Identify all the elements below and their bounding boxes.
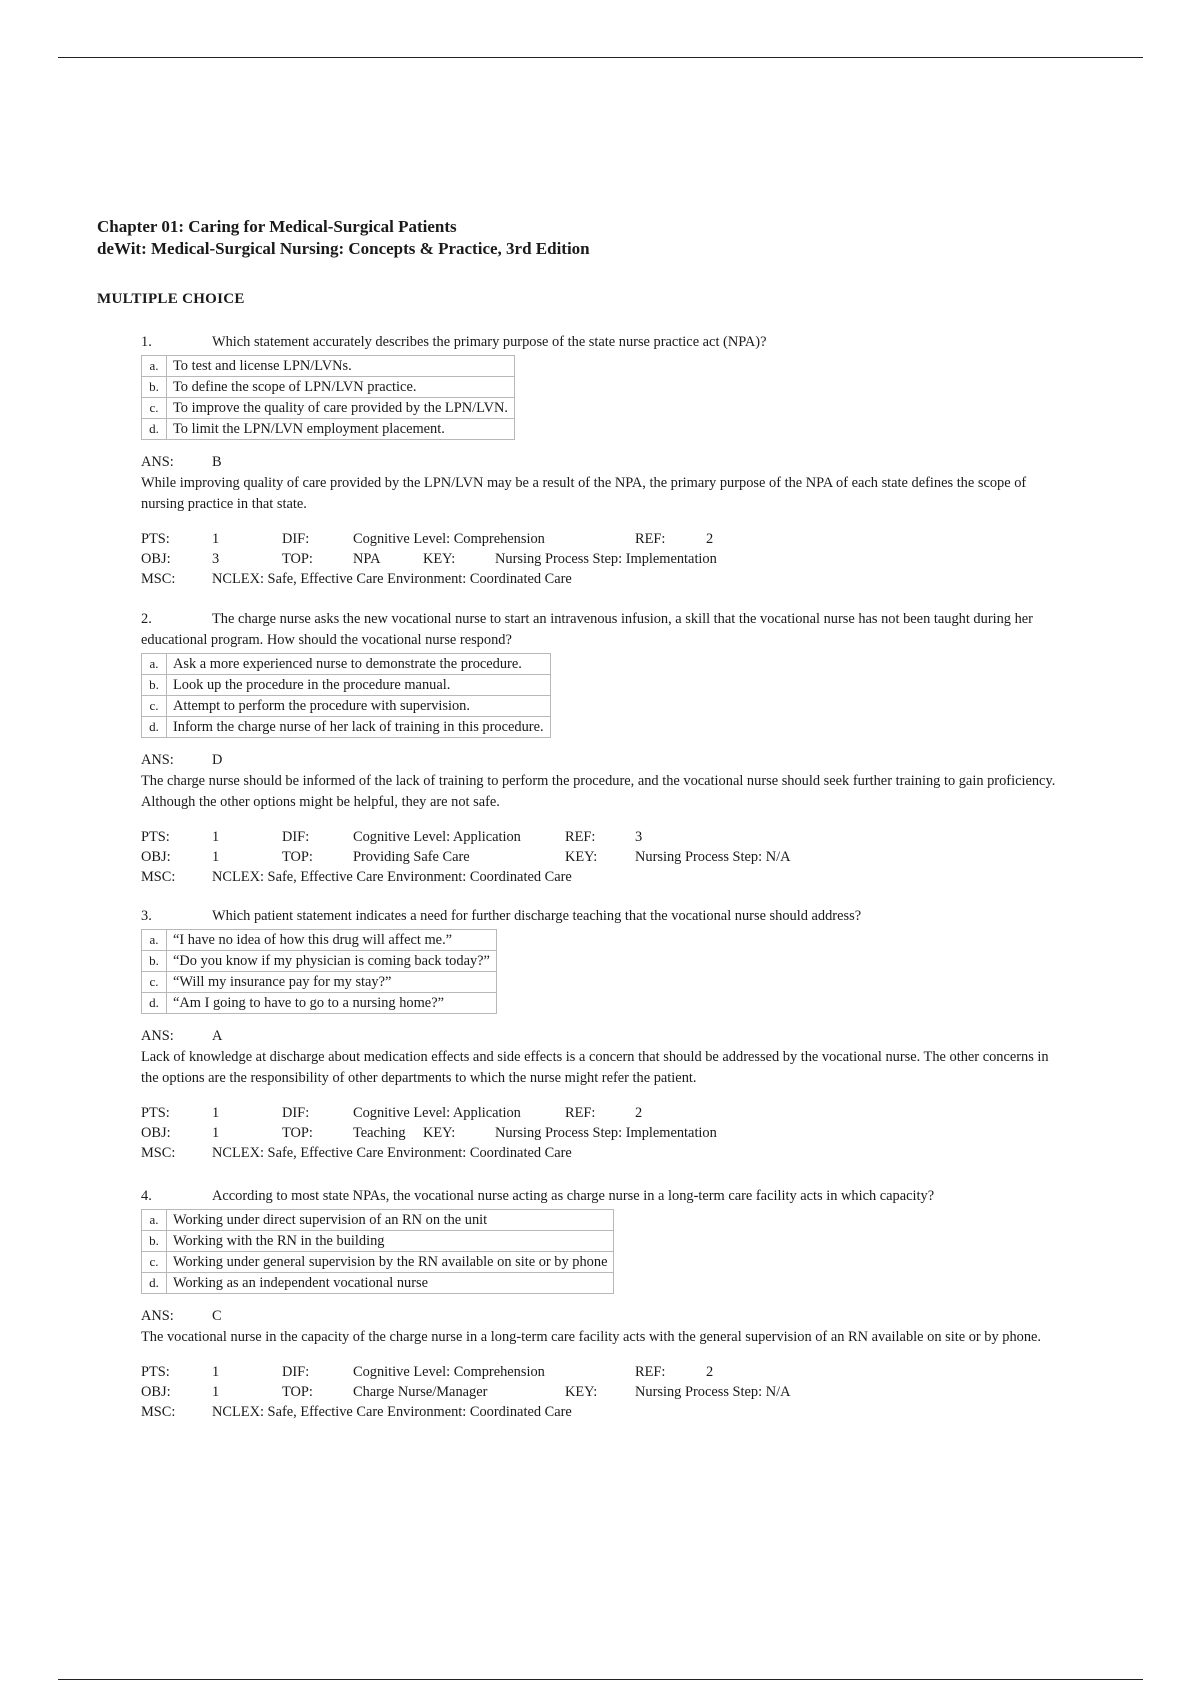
document-header xyxy=(97,216,1097,260)
question-number: 4. xyxy=(141,1188,152,1204)
rationale: While improving quality of care provided by the LPN/LVN may be a result of the NPA, the primary purpose of the NPA of each state defines the scope of nursing practice in that state. xyxy=(141,475,1027,512)
top-label: TOP: xyxy=(282,551,313,567)
rationale: The charge nurse should be informed of the lack of training to perform the procedure, and the vocational nurse should seek further training to gain proficiency. Although the other options might be helpful, they are not safe. xyxy=(141,773,1056,810)
question-stem xyxy=(141,332,1061,353)
option-letter: c. xyxy=(142,1252,167,1273)
answer-label: ANS: xyxy=(141,1028,174,1044)
obj-value: 3 xyxy=(212,551,220,567)
ref-value: 2 xyxy=(706,1364,714,1380)
msc-label: MSC: xyxy=(141,1404,176,1420)
question-text: The charge nurse asks the new vocational nurse to start an intravenous infusion, a skill that the vocational nurse has not been taught during her educational program. How should the vocational nurse respond? xyxy=(141,611,1033,648)
pts-label: PTS: xyxy=(141,531,170,547)
ref-label: REF: xyxy=(635,1364,666,1380)
dif-value: Cognitive Level: Application xyxy=(353,1105,521,1121)
option-letter: d. xyxy=(142,1273,167,1294)
option-letter: c. xyxy=(142,972,167,993)
key-label: KEY: xyxy=(423,1125,456,1141)
bottom-rule xyxy=(58,1679,1143,1680)
question-number: 2. xyxy=(141,611,152,627)
option-letter: a. xyxy=(142,1210,167,1231)
question-text: Which statement accurately describes the primary purpose of the state nurse practice act (NPA)? xyxy=(212,334,767,350)
option-letter: b. xyxy=(142,951,167,972)
option-d[interactable] xyxy=(142,717,551,738)
option-letter: a. xyxy=(142,356,167,377)
top-value: Providing Safe Care xyxy=(353,849,470,865)
dif-value: Cognitive Level: Application xyxy=(353,829,521,845)
option-text: Look up the procedure in the procedure manual. xyxy=(167,675,551,696)
question-metadata xyxy=(141,1362,1061,1422)
question-metadata xyxy=(141,827,1061,887)
answer-label: ANS: xyxy=(141,752,174,768)
option-text: Working as an independent vocational nurse xyxy=(167,1273,614,1294)
question-text: Which patient statement indicates a need for further discharge teaching that the vocational nurse should address? xyxy=(212,908,862,924)
question-metadata xyxy=(141,529,1061,589)
obj-label: OBJ: xyxy=(141,1384,171,1400)
ref-label: REF: xyxy=(565,1105,596,1121)
answer-value: C xyxy=(212,1308,222,1324)
ref-value: 2 xyxy=(635,1105,643,1121)
msc-value: NCLEX: Safe, Effective Care Environment: Coordinated Care xyxy=(212,1404,572,1420)
option-text: To improve the quality of care provided by the LPN/LVN. xyxy=(167,398,515,419)
pts-label: PTS: xyxy=(141,829,170,845)
answer-line xyxy=(141,750,1061,771)
rationale: Lack of knowledge at discharge about medication effects and side effects is a concern that should be addressed by the vocational nurse. The other concerns in the options are the responsibility of other departments to which the nurse might refer the patient. xyxy=(141,1049,1049,1086)
option-letter: a. xyxy=(142,654,167,675)
option-text: “Will my insurance pay for my stay?” xyxy=(167,972,497,993)
section-title: MULTIPLE CHOICE xyxy=(97,291,245,307)
option-a[interactable] xyxy=(142,1210,614,1231)
option-text: To limit the LPN/LVN employment placement. xyxy=(167,419,515,440)
option-b[interactable] xyxy=(142,1231,614,1252)
option-letter: b. xyxy=(142,675,167,696)
msc-label: MSC: xyxy=(141,869,176,885)
dif-label: DIF: xyxy=(282,829,310,845)
option-b[interactable] xyxy=(142,377,515,398)
question-stem xyxy=(141,906,1061,927)
msc-value: NCLEX: Safe, Effective Care Environment: Coordinated Care xyxy=(212,571,572,587)
chapter-title: Chapter 01: Caring for Medical-Surgical Patients xyxy=(97,217,457,236)
option-text: To test and license LPN/LVNs. xyxy=(167,356,515,377)
option-b[interactable] xyxy=(142,951,497,972)
key-label: KEY: xyxy=(565,1384,598,1400)
option-letter: a. xyxy=(142,930,167,951)
answer-value: A xyxy=(212,1028,223,1044)
option-text: Working under general supervision by the RN available on site or by phone xyxy=(167,1252,614,1273)
top-label: TOP: xyxy=(282,1384,313,1400)
key-value: Nursing Process Step: N/A xyxy=(635,849,791,865)
answer-line xyxy=(141,1026,1061,1047)
msc-label: MSC: xyxy=(141,571,176,587)
top-value: Teaching xyxy=(353,1125,406,1141)
option-text: “Am I going to have to go to a nursing home?” xyxy=(167,993,497,1014)
option-d[interactable] xyxy=(142,419,515,440)
top-value: NPA xyxy=(353,551,381,567)
key-value: Nursing Process Step: N/A xyxy=(635,1384,791,1400)
pts-value: 1 xyxy=(212,531,220,547)
dif-label: DIF: xyxy=(282,1364,310,1380)
option-a[interactable] xyxy=(142,930,497,951)
option-text: “Do you know if my physician is coming back today?” xyxy=(167,951,497,972)
obj-label: OBJ: xyxy=(141,1125,171,1141)
obj-label: OBJ: xyxy=(141,849,171,865)
question-1 xyxy=(141,332,1061,589)
option-letter: b. xyxy=(142,1231,167,1252)
ref-value: 3 xyxy=(635,829,643,845)
options-table xyxy=(141,929,497,1014)
question-2 xyxy=(141,609,1061,887)
ref-label: REF: xyxy=(565,829,596,845)
obj-value: 1 xyxy=(212,1125,220,1141)
option-text: “I have no idea of how this drug will affect me.” xyxy=(167,930,497,951)
top-label: TOP: xyxy=(282,1125,313,1141)
pts-value: 1 xyxy=(212,1105,220,1121)
answer-line xyxy=(141,1306,1061,1327)
key-value: Nursing Process Step: Implementation xyxy=(495,551,717,567)
book-title: deWit: Medical-Surgical Nursing: Concepts & Practice, 3rd Edition xyxy=(97,239,590,258)
option-text: Working with the RN in the building xyxy=(167,1231,614,1252)
key-value: Nursing Process Step: Implementation xyxy=(495,1125,717,1141)
option-b[interactable] xyxy=(142,675,551,696)
dif-value: Cognitive Level: Comprehension xyxy=(353,1364,545,1380)
pts-value: 1 xyxy=(212,829,220,845)
option-letter: b. xyxy=(142,377,167,398)
option-text: To define the scope of LPN/LVN practice. xyxy=(167,377,515,398)
answer-line xyxy=(141,452,1061,473)
option-letter: d. xyxy=(142,717,167,738)
option-c[interactable] xyxy=(142,696,551,717)
option-a[interactable] xyxy=(142,356,515,377)
option-text: Working under direct supervision of an RN on the unit xyxy=(167,1210,614,1231)
question-stem xyxy=(141,609,1061,651)
question-metadata xyxy=(141,1103,1061,1163)
pts-value: 1 xyxy=(212,1364,220,1380)
answer-label: ANS: xyxy=(141,454,174,470)
option-letter: d. xyxy=(142,993,167,1014)
answer-value: B xyxy=(212,454,222,470)
option-text: Inform the charge nurse of her lack of training in this procedure. xyxy=(167,717,551,738)
answer-value: D xyxy=(212,752,223,768)
option-letter: c. xyxy=(142,696,167,717)
rationale: The vocational nurse in the capacity of the charge nurse in a long-term care facility acts with the general supervision of an RN available on site or by phone. xyxy=(141,1329,1042,1345)
answer-label: ANS: xyxy=(141,1308,174,1324)
option-d[interactable] xyxy=(142,993,497,1014)
options-table xyxy=(141,1209,614,1294)
msc-value: NCLEX: Safe, Effective Care Environment: Coordinated Care xyxy=(212,1145,572,1161)
obj-value: 1 xyxy=(212,849,220,865)
question-number: 3. xyxy=(141,908,152,924)
option-c[interactable] xyxy=(142,398,515,419)
dif-label: DIF: xyxy=(282,1105,310,1121)
dif-label: DIF: xyxy=(282,531,310,547)
options-table xyxy=(141,653,551,738)
top-value: Charge Nurse/Manager xyxy=(353,1384,488,1400)
top-label: TOP: xyxy=(282,849,313,865)
option-letter: d. xyxy=(142,419,167,440)
msc-label: MSC: xyxy=(141,1145,176,1161)
obj-value: 1 xyxy=(212,1384,220,1400)
key-label: KEY: xyxy=(423,551,456,567)
question-text: According to most state NPAs, the vocational nurse acting as charge nurse in a long-term care facility acts in which capacity? xyxy=(212,1188,935,1204)
option-text: Attempt to perform the procedure with supervision. xyxy=(167,696,551,717)
ref-value: 2 xyxy=(706,531,714,547)
question-stem xyxy=(141,1186,1061,1207)
pts-label: PTS: xyxy=(141,1105,170,1121)
question-4 xyxy=(141,1186,1061,1422)
dif-value: Cognitive Level: Comprehension xyxy=(353,531,545,547)
key-label: KEY: xyxy=(565,849,598,865)
obj-label: OBJ: xyxy=(141,551,171,567)
option-a[interactable] xyxy=(142,654,551,675)
option-c[interactable] xyxy=(142,972,497,993)
pts-label: PTS: xyxy=(141,1364,170,1380)
ref-label: REF: xyxy=(635,531,666,547)
option-letter: c. xyxy=(142,398,167,419)
question-3 xyxy=(141,906,1061,1163)
option-d[interactable] xyxy=(142,1273,614,1294)
option-c[interactable] xyxy=(142,1252,614,1273)
question-number: 1. xyxy=(141,334,152,350)
option-text: Ask a more experienced nurse to demonstrate the procedure. xyxy=(167,654,551,675)
options-table xyxy=(141,355,515,440)
msc-value: NCLEX: Safe, Effective Care Environment: Coordinated Care xyxy=(212,869,572,885)
top-rule xyxy=(58,57,1143,58)
